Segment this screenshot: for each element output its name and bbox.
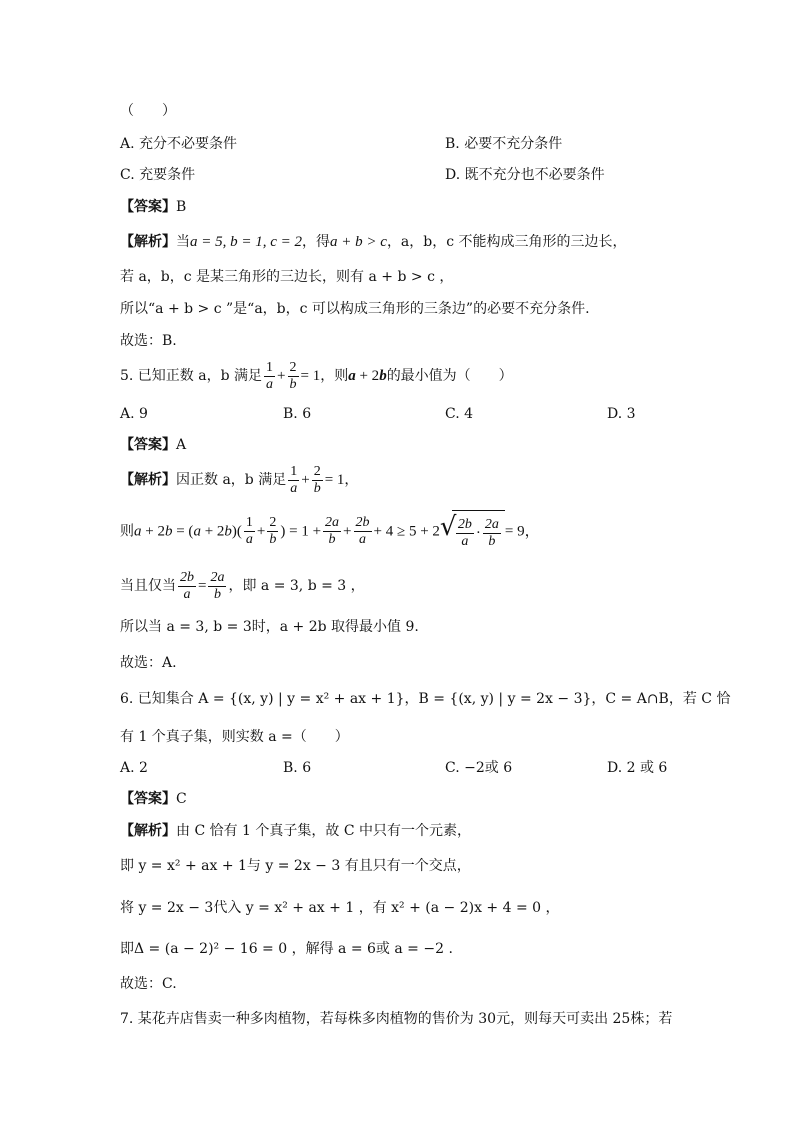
q6-option-c: C. −2或 6 — [445, 760, 513, 776]
q5-option-d: D. 3 — [607, 406, 636, 422]
q6-stem-line1: 6. 已知集合 A = {(x, y) | y = x² + ax + 1}，B = {(x, y) | y = 2x − 3}，C = A∩B，若 C 恰 — [120, 691, 731, 707]
q5-option-a: A. 9 — [120, 406, 148, 422]
q4-analysis-line2: 若 a，b，c 是某三角形的三边长，则有 a + b > c ， — [120, 269, 454, 285]
q5-analysis-line4: 所以当 a = 3, b = 3时，a + 2b 取得最小值 9. — [120, 619, 419, 635]
q6-analysis-line1: 【解析】由 C 恰有 1 个真子集，故 C 中只有一个元素， — [120, 823, 472, 839]
answer-value: B — [176, 199, 187, 215]
q5-option-b: B. 6 — [283, 406, 312, 422]
q6-analysis-line3: 将 y = 2x − 3代入 y = x² + ax + 1 ，有 x² + (a − 2)x + 4 = 0 ， — [120, 900, 560, 916]
q5-analysis-line2: 则a + 2b = (a + 2b)( $\frac{1}{a}$ + $\frac{2}{b}$ ) = 1 + $\frac{2a}{b}$ + $\frac{2b}{a}$ + 4 ≥ 5 + 2 √ $\frac{2b}{a}$ · $\frac{2a}{b}$ = 9， — [120, 510, 540, 553]
frac-1-over-a: $\frac{1}{a}$ — [266, 359, 274, 392]
q6-answer: 【答案】C — [120, 791, 187, 807]
q5-analysis-line1: 【解析】因正数 a，b 满足 $\frac{1}{a}$ + $\frac{2}{b}$ = 1， — [120, 463, 359, 496]
q5-option-c: C. 4 — [445, 406, 474, 422]
q4-analysis-line3: 所以“a + b > c ”是“a，b，c 可以构成三角形的三条边”的必要不充分条件. — [120, 301, 590, 317]
q4-paren: （ ） — [120, 103, 176, 119]
q4-answer — [120, 197, 186, 217]
q4-option-c: C. 充要条件 — [120, 167, 196, 183]
q6-analysis-line2: 即 y = x² + ax + 1与 y = 2x − 3 有且只有一个交点， — [120, 858, 471, 874]
q4-option-a: A. 充分不必要条件 — [120, 136, 238, 152]
q6-option-d: D. 2 或 6 — [607, 760, 668, 776]
q4-option-b: B. 必要不充分条件 — [445, 136, 563, 152]
q4-option-d: D. 既不充分也不必要条件 — [445, 167, 605, 183]
q6-option-b: B. 6 — [283, 760, 312, 776]
frac-2-over-b: $\frac{2}{b}$ — [289, 359, 297, 392]
q4-choose: 故选：B. — [120, 333, 177, 349]
q5-stem: 5. 已知正数 a，b 满足 $\frac{1}{a}$ + $\frac{2}{b}$ = 1，则a + 2b的最小值为（ ） — [120, 359, 513, 392]
q5-choose: 故选：A. — [120, 655, 177, 671]
q4-analysis-line1: 【解析】当a = 5, b = 1, c = 2，得a + b > c，a，b，c 不能构成三角形的三边长， — [120, 234, 627, 250]
analysis-label: 【解析】 — [120, 234, 176, 250]
q6-analysis-line4: 即Δ = (a − 2)² − 16 = 0 ，解得 a = 6或 a = −2 . — [120, 941, 453, 957]
q6-stem-line2: 有 1 个真子集，则实数 a =（ ） — [120, 729, 349, 745]
answer-label: 【答案】 — [120, 199, 176, 215]
q5-answer: 【答案】A — [120, 437, 187, 453]
sqrt-term: √ $\frac{2b}{a}$ · $\frac{2a}{b}$ — [440, 510, 505, 553]
q7-stem-line1: 7. 某花卉店售卖一种多肉植物，若每株多肉植物的售价为 30元，则每天可卖出 25株；若 — [120, 1011, 673, 1027]
q6-option-a: A. 2 — [120, 760, 148, 776]
q5-analysis-line3: 当且仅当 $\frac{2b}{a}$ = $\frac{2a}{b}$ ，即 a = 3, b = 3 ， — [120, 569, 365, 602]
q6-choose: 故选：C. — [120, 976, 177, 992]
